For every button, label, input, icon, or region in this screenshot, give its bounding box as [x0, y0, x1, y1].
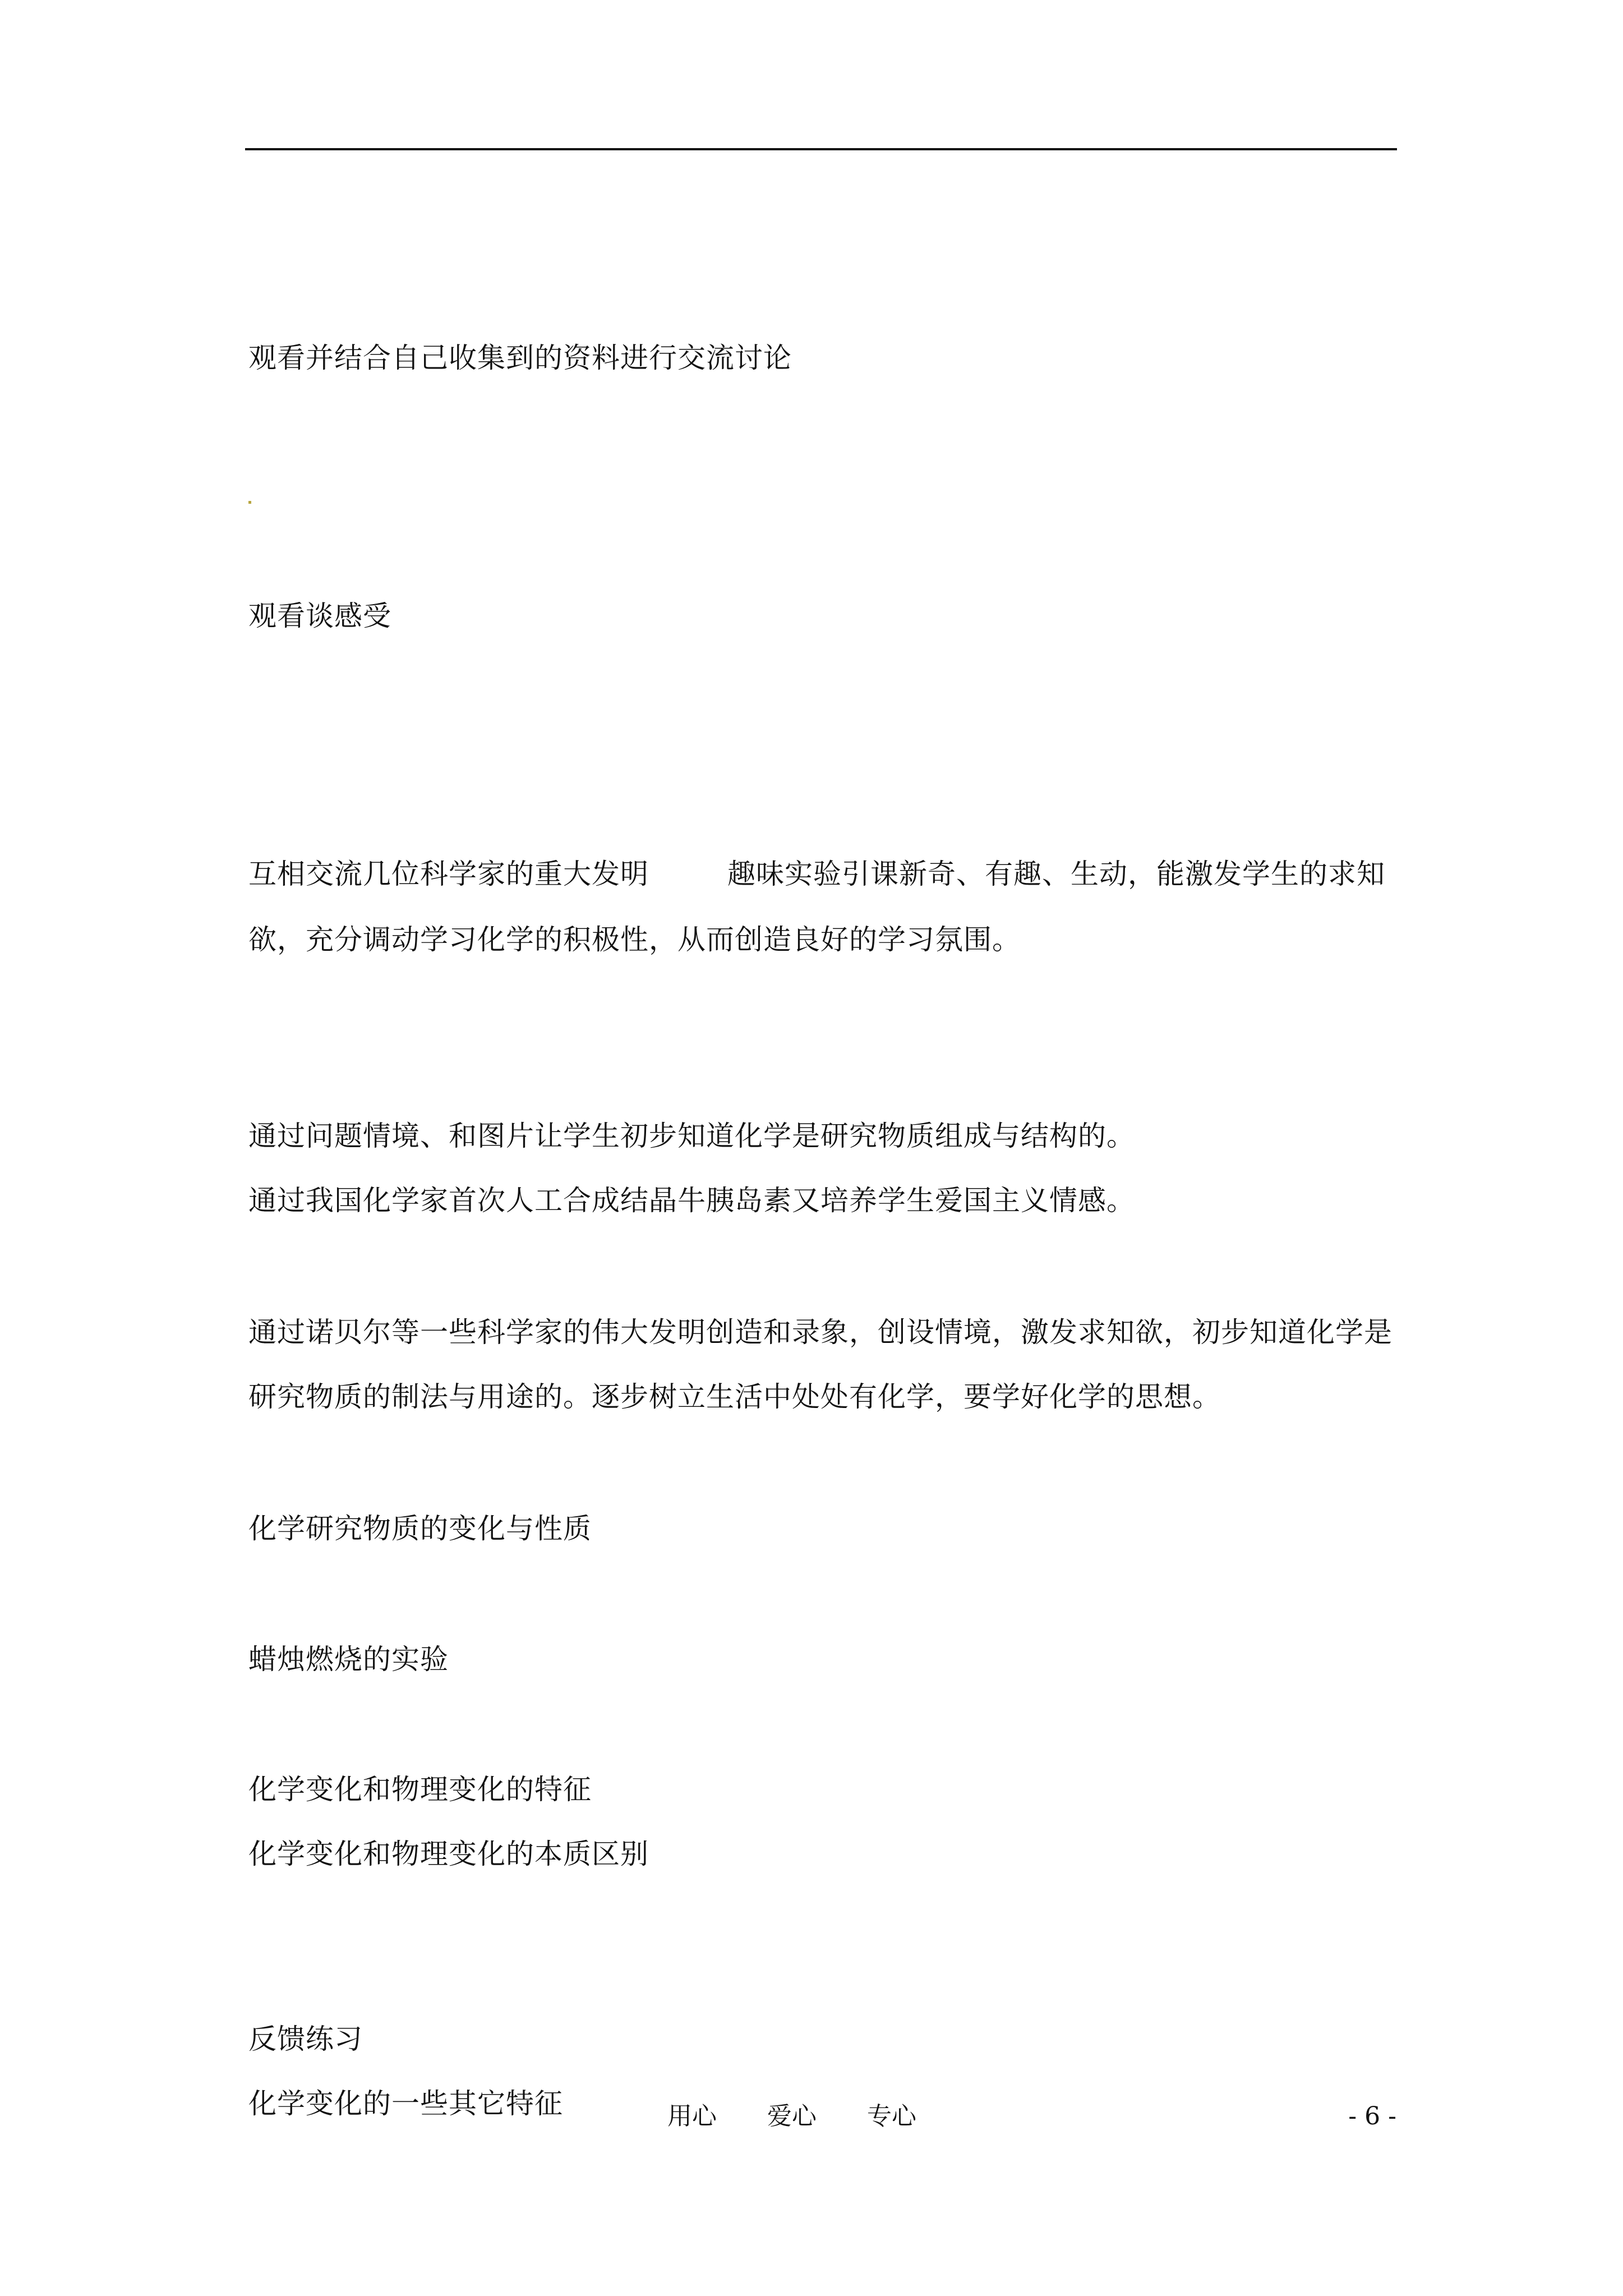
text-line-other-features: 化学变化的一些其它特征	[248, 2087, 563, 2120]
text-line-candle: 蜡烛燃烧的实验	[248, 1643, 449, 1676]
header-rule	[245, 148, 1397, 150]
text-inventions-right: 趣味实验引课新奇、有趣、生动，能激发学生的求知	[727, 858, 1385, 890]
footer-word-3: 专心	[867, 2102, 916, 2131]
text-line-discussion: 观看并结合自己收集到的资料进行交流讨论	[248, 342, 792, 374]
text-line-inventions	[248, 857, 1385, 891]
text-line-composition: 通过问题情境、和图片让学生初步知道化学是研究物质组成与结构的。	[248, 1120, 1135, 1152]
text-inventions-left: 互相交流几位科学家的重大发明	[248, 858, 649, 890]
stray-dot-mark	[248, 501, 251, 504]
text-line-features: 化学变化和物理变化的特征	[248, 1773, 592, 1806]
text-line-uses: 研究物质的制法与用途的。逐步树立生活中处处有化学，要学好化学的思想。	[248, 1381, 1221, 1413]
text-line-feelings: 观看谈感受	[248, 600, 391, 632]
page-number: - 6 -	[1348, 2102, 1396, 2131]
text-line-change-properties: 化学研究物质的变化与性质	[248, 1512, 592, 1545]
text-line-essential-difference: 化学变化和物理变化的本质区别	[248, 1838, 649, 1870]
text-line-atmosphere: 欲，充分调动学习化学的积极性，从而创造良好的学习氛围。	[248, 923, 1021, 956]
text-line-feedback: 反馈练习	[248, 2023, 363, 2055]
footer-motto	[667, 2102, 916, 2131]
text-line-nobel: 通过诺贝尔等一些科学家的伟大发明创造和录象，创设情境，激发求知欲，初步知道化学是	[248, 1316, 1393, 1349]
footer-word-2: 爱心	[767, 2102, 817, 2131]
footer-word-1: 用心	[667, 2102, 717, 2131]
text-line-insulin: 通过我国化学家首次人工合成结晶牛胰岛素又培养学生爱国主义情感。	[248, 1184, 1135, 1217]
